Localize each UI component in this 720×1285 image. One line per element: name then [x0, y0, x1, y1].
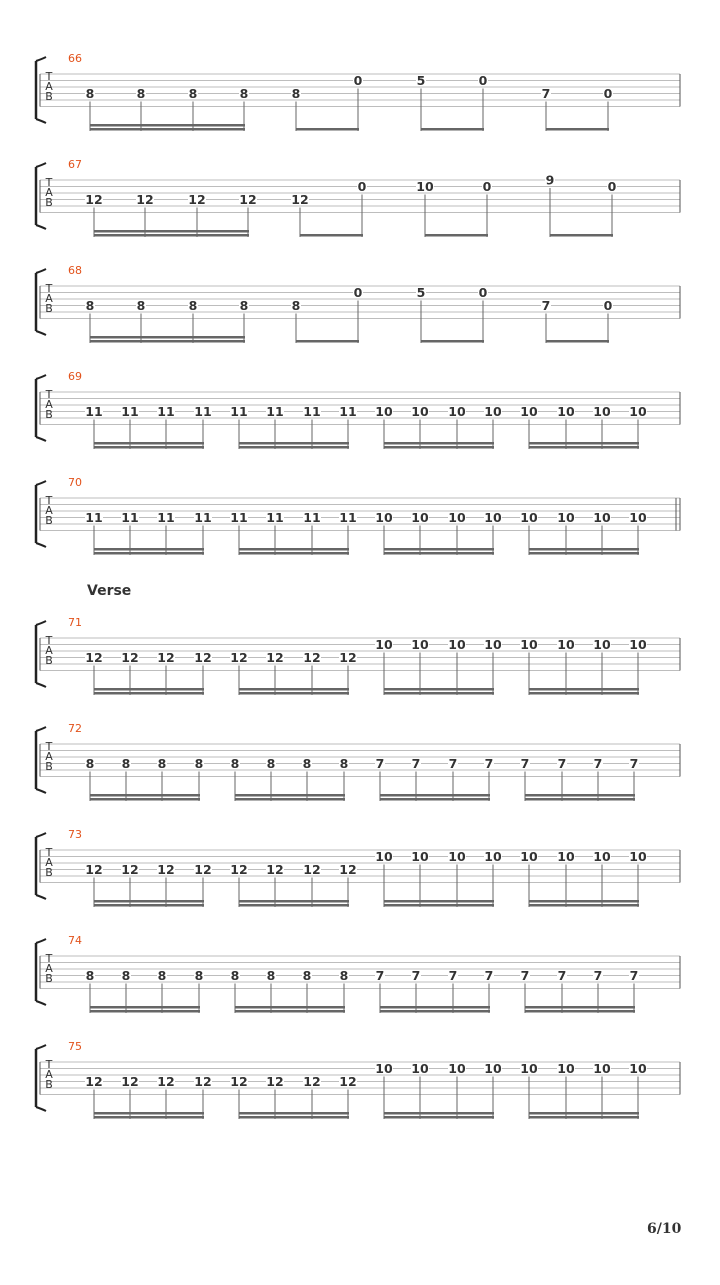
beam: [525, 1010, 635, 1013]
beam: [529, 548, 639, 551]
fret-number: 7: [411, 756, 421, 771]
fret-number: 10: [375, 404, 393, 419]
fret-number: 12: [157, 862, 175, 877]
tab-clef-letter: A: [45, 398, 53, 411]
fret-number: 0: [357, 179, 367, 194]
fret-number: 9: [545, 172, 555, 188]
tab-clef-letter: B: [45, 514, 53, 527]
fret-number: 8: [85, 298, 95, 313]
bracket-cap-bottom: [36, 895, 46, 899]
fret-number: 0: [482, 179, 492, 194]
fret-number: 7: [541, 298, 551, 313]
fret-number: 10: [629, 637, 647, 652]
tab-system: [36, 828, 680, 907]
fret-number: 12: [291, 192, 309, 207]
fret-number: 12: [194, 1074, 212, 1089]
fret-number: 10: [520, 1061, 538, 1076]
fret-number: 11: [194, 510, 212, 525]
beam: [384, 688, 494, 691]
fret-number: 8: [230, 968, 240, 983]
fret-number: 10: [520, 404, 538, 419]
beam: [94, 900, 204, 903]
fret-number: 0: [353, 73, 363, 88]
measure-number: 74: [68, 934, 82, 947]
tab-clef-letter: T: [45, 952, 53, 965]
fret-number: 10: [375, 849, 393, 864]
fret-number: 12: [157, 1074, 175, 1089]
fret-number: 10: [448, 849, 466, 864]
fret-number: 7: [629, 756, 639, 771]
fret-number: 11: [85, 510, 103, 525]
fret-number: 10: [557, 849, 575, 864]
tab-system: [36, 1040, 680, 1119]
fret-number: 11: [121, 404, 139, 419]
fret-number: 10: [484, 510, 502, 525]
fret-number: 5: [416, 285, 426, 300]
beam: [384, 446, 494, 449]
tab-clef-letter: T: [45, 388, 53, 401]
fret-number: 12: [303, 862, 321, 877]
beam: [94, 688, 204, 691]
beam: [384, 442, 494, 445]
tab-clef-letter: T: [45, 176, 53, 189]
beam: [529, 552, 639, 555]
fret-number: 11: [194, 404, 212, 419]
bracket-cap-top: [36, 727, 46, 731]
fret-number: 10: [520, 849, 538, 864]
bracket-cap-top: [36, 269, 46, 273]
tab-clef-letter: A: [45, 1068, 53, 1081]
fret-number: 8: [339, 756, 349, 771]
fret-number: 12: [339, 650, 357, 665]
fret-number: 7: [375, 756, 385, 771]
fret-number: 10: [520, 510, 538, 525]
fret-number: 8: [157, 968, 167, 983]
beam: [235, 1010, 345, 1013]
fret-number: 10: [375, 1061, 393, 1076]
beam: [384, 1112, 494, 1115]
tab-clef-letter: A: [45, 962, 53, 975]
tab-system: [36, 52, 680, 131]
fret-number: 8: [266, 756, 276, 771]
beam: [239, 548, 349, 551]
fret-number: 10: [411, 1061, 429, 1076]
fret-number: 12: [85, 1074, 103, 1089]
fret-number: 10: [375, 637, 393, 652]
fret-number: 8: [157, 756, 167, 771]
fret-number: 7: [557, 968, 567, 983]
measure-number: 72: [68, 722, 82, 735]
fret-number: 10: [448, 510, 466, 525]
fret-number: 10: [557, 637, 575, 652]
tab-clef-letter: A: [45, 750, 53, 763]
beam: [525, 794, 635, 797]
bracket-cap-bottom: [36, 1001, 46, 1005]
beam: [529, 442, 639, 445]
fret-number: 7: [448, 756, 458, 771]
tab-clef-letter: A: [45, 504, 53, 517]
beam: [296, 340, 359, 343]
tab-system: [36, 616, 680, 695]
fret-number: 8: [188, 86, 198, 101]
fret-number: 0: [478, 73, 488, 88]
beam: [425, 234, 488, 237]
fret-number: 12: [239, 192, 257, 207]
fret-number: 12: [85, 650, 103, 665]
beam: [550, 234, 613, 237]
beam: [380, 1010, 490, 1013]
tab-clef-letter: B: [45, 90, 53, 103]
fret-number: 11: [157, 510, 175, 525]
bracket-cap-top: [36, 833, 46, 837]
fret-number: 11: [121, 510, 139, 525]
fret-number: 12: [121, 650, 139, 665]
beam: [235, 798, 345, 801]
bracket-cap-bottom: [36, 331, 46, 335]
fret-number: 0: [603, 86, 613, 101]
fret-number: 12: [188, 192, 206, 207]
bracket-cap-top: [36, 621, 46, 625]
fret-number: 11: [230, 510, 248, 525]
fret-number: 8: [85, 756, 95, 771]
tab-clef-letter: T: [45, 282, 53, 295]
beam: [546, 128, 609, 131]
beam: [546, 340, 609, 343]
fret-number: 12: [194, 862, 212, 877]
beam: [384, 548, 494, 551]
fret-number: 12: [339, 1074, 357, 1089]
beam: [94, 1112, 204, 1115]
fret-number: 12: [303, 650, 321, 665]
beam: [529, 446, 639, 449]
beam: [90, 798, 200, 801]
fret-number: 0: [603, 298, 613, 313]
bracket-cap-top: [36, 481, 46, 485]
fret-number: 12: [339, 862, 357, 877]
beam: [296, 128, 359, 131]
fret-number: 10: [448, 1061, 466, 1076]
bracket-cap-bottom: [36, 789, 46, 793]
fret-number: 7: [484, 968, 494, 983]
fret-number: 11: [303, 404, 321, 419]
beam: [94, 904, 204, 907]
beam: [529, 688, 639, 691]
fret-number: 8: [194, 968, 204, 983]
beam: [529, 904, 639, 907]
beam: [300, 234, 363, 237]
tab-system: [36, 264, 680, 343]
bracket-cap-top: [36, 375, 46, 379]
tab-clef-letter: T: [45, 494, 53, 507]
fret-number: 11: [85, 404, 103, 419]
tab-clef-letter: T: [45, 846, 53, 859]
fret-number: 7: [541, 86, 551, 101]
beam: [421, 128, 484, 131]
fret-number: 11: [230, 404, 248, 419]
measure-number: 68: [68, 264, 82, 277]
measure-number: 71: [68, 616, 82, 629]
beam: [421, 340, 484, 343]
fret-number: 7: [375, 968, 385, 983]
beam: [239, 552, 349, 555]
fret-number: 12: [266, 650, 284, 665]
beam: [94, 548, 204, 551]
bracket-cap-bottom: [36, 225, 46, 229]
beam: [380, 798, 490, 801]
fret-number: 12: [136, 192, 154, 207]
tab-clef-letter: T: [45, 70, 53, 83]
fret-number: 8: [239, 86, 249, 101]
fret-number: 7: [593, 968, 603, 983]
beam: [529, 1112, 639, 1115]
tab-clef-letter: A: [45, 186, 53, 199]
beam: [380, 794, 490, 797]
fret-number: 8: [121, 756, 131, 771]
tab-clef-letter: T: [45, 740, 53, 753]
beam: [384, 900, 494, 903]
fret-number: 10: [484, 404, 502, 419]
fret-number: 10: [629, 404, 647, 419]
fret-number: 8: [136, 298, 146, 313]
fret-number: 10: [448, 637, 466, 652]
fret-number: 10: [593, 510, 611, 525]
fret-number: 8: [194, 756, 204, 771]
tab-clef-letter: A: [45, 644, 53, 657]
fret-number: 10: [484, 849, 502, 864]
fret-number: 0: [353, 285, 363, 300]
tab-clef-letter: B: [45, 196, 53, 209]
tab-system: [36, 934, 680, 1013]
fret-number: 12: [303, 1074, 321, 1089]
fret-number: 8: [85, 968, 95, 983]
tab-clef-letter: B: [45, 1078, 53, 1091]
tab-clef-letter: A: [45, 80, 53, 93]
beam: [90, 128, 245, 131]
tab-clef-letter: B: [45, 760, 53, 773]
beam: [239, 442, 349, 445]
fret-number: 10: [484, 637, 502, 652]
bracket-cap-bottom: [36, 119, 46, 123]
measure-number: 69: [68, 370, 82, 383]
measure-number: 75: [68, 1040, 82, 1053]
beam: [384, 692, 494, 695]
fret-number: 7: [557, 756, 567, 771]
tab-clef-letter: B: [45, 302, 53, 315]
beam: [94, 692, 204, 695]
fret-number: 0: [607, 179, 617, 194]
beam: [529, 1116, 639, 1119]
beam: [384, 552, 494, 555]
fret-number: 8: [230, 756, 240, 771]
fret-number: 8: [136, 86, 146, 101]
beam: [94, 552, 204, 555]
fret-number: 12: [157, 650, 175, 665]
tab-system: [36, 370, 680, 449]
beam: [239, 446, 349, 449]
fret-number: 8: [302, 968, 312, 983]
fret-number: 8: [85, 86, 95, 101]
bracket-cap-bottom: [36, 683, 46, 687]
tab-clef-letter: B: [45, 972, 53, 985]
fret-number: 8: [266, 968, 276, 983]
fret-number: 8: [291, 298, 301, 313]
fret-number: 8: [121, 968, 131, 983]
beam: [239, 1116, 349, 1119]
bracket-cap-bottom: [36, 1107, 46, 1111]
fret-number: 11: [339, 510, 357, 525]
fret-number: 12: [121, 862, 139, 877]
beam: [239, 904, 349, 907]
fret-number: 12: [230, 650, 248, 665]
beam: [94, 230, 249, 233]
fret-number: 10: [411, 404, 429, 419]
beam: [239, 688, 349, 691]
fret-number: 7: [411, 968, 421, 983]
fret-number: 11: [339, 404, 357, 419]
fret-number: 10: [629, 1061, 647, 1076]
fret-number: 10: [520, 637, 538, 652]
measure-number: 66: [68, 52, 82, 65]
beam: [94, 1116, 204, 1119]
fret-number: 10: [593, 849, 611, 864]
fret-number: 11: [266, 404, 284, 419]
beam: [529, 900, 639, 903]
bracket-cap-top: [36, 1045, 46, 1049]
fret-number: 12: [121, 1074, 139, 1089]
beam: [94, 446, 204, 449]
fret-number: 12: [266, 1074, 284, 1089]
bracket-cap-top: [36, 939, 46, 943]
section-label: Verse: [87, 583, 132, 599]
beam: [94, 442, 204, 445]
bracket-cap-top: [36, 163, 46, 167]
page-number: 6/10: [647, 1221, 682, 1237]
fret-number: 10: [629, 849, 647, 864]
fret-number: 12: [194, 650, 212, 665]
fret-number: 10: [593, 637, 611, 652]
fret-number: 10: [593, 1061, 611, 1076]
beam: [94, 234, 249, 237]
beam: [90, 1006, 200, 1009]
bracket-cap-bottom: [36, 437, 46, 441]
fret-number: 8: [188, 298, 198, 313]
beam: [235, 794, 345, 797]
fret-number: 11: [157, 404, 175, 419]
fret-number: 10: [448, 404, 466, 419]
tab-clef-letter: A: [45, 292, 53, 305]
fret-number: 7: [520, 756, 530, 771]
beam: [90, 1010, 200, 1013]
beam: [384, 904, 494, 907]
fret-number: 10: [484, 1061, 502, 1076]
beam: [384, 1116, 494, 1119]
fret-number: 12: [85, 192, 103, 207]
tab-clef-letter: B: [45, 408, 53, 421]
beam: [239, 900, 349, 903]
fret-number: 8: [239, 298, 249, 313]
fret-number: 12: [266, 862, 284, 877]
beam: [90, 794, 200, 797]
tab-system: [36, 158, 680, 237]
fret-number: 7: [593, 756, 603, 771]
measure-number: 67: [68, 158, 82, 171]
beam: [90, 336, 245, 339]
tab-system: [36, 722, 680, 801]
tab-clef-letter: T: [45, 1058, 53, 1071]
fret-number: 10: [411, 637, 429, 652]
fret-number: 10: [416, 179, 434, 194]
bracket-cap-bottom: [36, 543, 46, 547]
beam: [529, 692, 639, 695]
beam: [90, 340, 245, 343]
fret-number: 11: [303, 510, 321, 525]
fret-number: 5: [416, 73, 426, 88]
tab-clef-letter: B: [45, 866, 53, 879]
fret-number: 7: [484, 756, 494, 771]
beam: [525, 1006, 635, 1009]
fret-number: 7: [448, 968, 458, 983]
tab-clef-letter: A: [45, 856, 53, 869]
measure-number: 70: [68, 476, 82, 489]
fret-number: 12: [230, 862, 248, 877]
fret-number: 12: [230, 1074, 248, 1089]
fret-number: 10: [593, 404, 611, 419]
beam: [90, 124, 245, 127]
fret-number: 11: [266, 510, 284, 525]
fret-number: 10: [557, 404, 575, 419]
fret-number: 10: [557, 510, 575, 525]
fret-number: 7: [520, 968, 530, 983]
fret-number: 8: [302, 756, 312, 771]
beam: [380, 1006, 490, 1009]
fret-number: 8: [291, 86, 301, 101]
fret-number: 0: [478, 285, 488, 300]
beam: [239, 1112, 349, 1115]
bracket-cap-top: [36, 57, 46, 61]
fret-number: 10: [557, 1061, 575, 1076]
fret-number: 10: [411, 849, 429, 864]
beam: [525, 798, 635, 801]
beam: [239, 692, 349, 695]
fret-number: 7: [629, 968, 639, 983]
fret-number: 10: [411, 510, 429, 525]
tab-clef-letter: B: [45, 654, 53, 667]
tab-system: [36, 476, 680, 555]
fret-number: 12: [85, 862, 103, 877]
fret-number: 10: [629, 510, 647, 525]
tab-clef-letter: T: [45, 634, 53, 647]
fret-number: 8: [339, 968, 349, 983]
beam: [235, 1006, 345, 1009]
measure-number: 73: [68, 828, 82, 841]
fret-number: 10: [375, 510, 393, 525]
